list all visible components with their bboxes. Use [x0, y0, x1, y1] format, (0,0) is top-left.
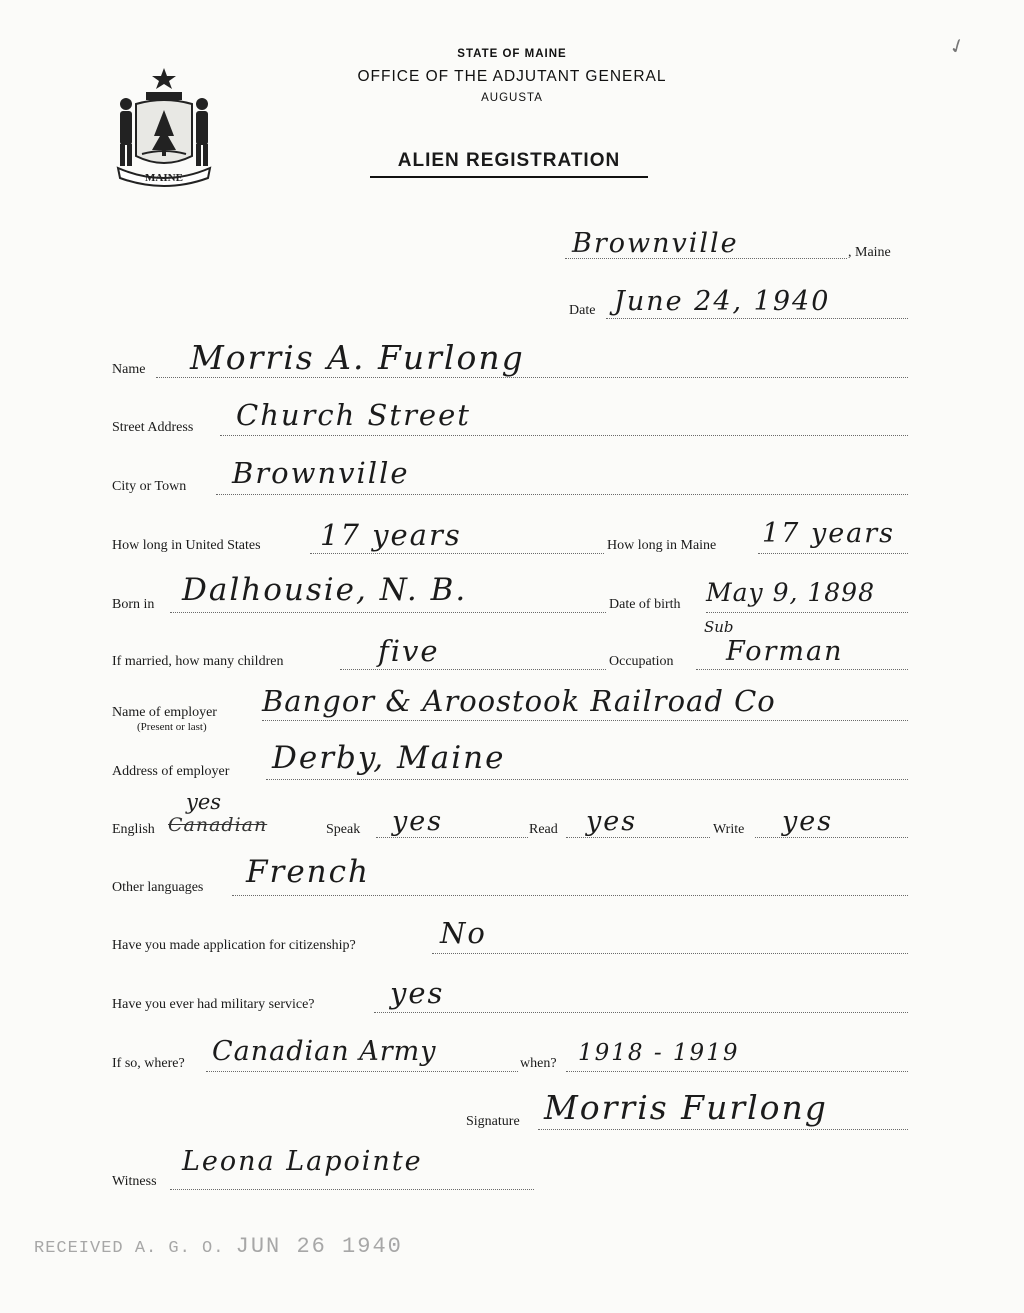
date-of-birth-label: Date of birth — [609, 597, 681, 612]
date-of-birth-value: May 9, 1898 — [706, 578, 875, 607]
name-label: Name — [112, 362, 146, 377]
military-line — [374, 1012, 908, 1013]
office-heading: OFFICE OF THE ADJUTANT GENERAL — [357, 68, 667, 85]
when-line — [566, 1071, 908, 1072]
signature-line — [538, 1129, 908, 1130]
street-address-value: Church Street — [236, 398, 471, 432]
speak-label: Speak — [326, 822, 361, 837]
other-languages-label: Other languages — [112, 880, 204, 895]
city-value: Brownville — [232, 456, 410, 490]
received-stamp-date: JUN 26 1940 — [235, 1234, 403, 1259]
read-value: yes — [586, 806, 638, 837]
employer-address-value: Derby, Maine — [272, 740, 506, 776]
name-value: Morris A. Furlong — [190, 338, 525, 377]
occupation-label: Occupation — [609, 654, 674, 669]
street-address-label: Street Address — [112, 420, 194, 435]
speak-line — [376, 837, 528, 838]
how-long-maine-label: How long in Maine — [607, 538, 717, 553]
english-yes-value: yes — [186, 790, 222, 814]
military-label: Have you ever had military service? — [112, 997, 315, 1012]
witness-label: Witness — [112, 1174, 157, 1189]
children-line — [340, 669, 606, 670]
state-heading: STATE OF MAINE — [457, 48, 567, 60]
speak-value: yes — [392, 806, 444, 837]
town-value: Brownville — [572, 228, 739, 259]
citizenship-value: No — [440, 916, 487, 950]
check-mark-icon: ✓ — [946, 33, 970, 61]
occupation-line — [696, 669, 908, 670]
read-line — [566, 837, 710, 838]
citizenship-line — [432, 953, 908, 954]
military-value: yes — [390, 976, 445, 1010]
born-in-line — [170, 612, 606, 613]
received-stamp-prefix: RECEIVED A. G. O. — [34, 1239, 225, 1258]
employer-note: (Present or last) — [137, 721, 207, 733]
signature-value: Morris Furlong — [544, 1088, 828, 1127]
occupation-note: Sub — [704, 618, 734, 636]
occupation-value: Forman — [726, 636, 844, 667]
form-header — [0, 48, 1024, 104]
children-value: five — [378, 634, 440, 668]
employer-label: Name of employer — [112, 705, 217, 720]
when-value: 1918 - 1919 — [578, 1040, 740, 1066]
how-long-maine-value: 17 years — [762, 518, 896, 549]
write-value: yes — [782, 806, 834, 837]
read-label: Read — [529, 822, 558, 837]
english-struck-value: Canadian — [168, 814, 268, 836]
witness-value: Leona Lapointe — [182, 1146, 423, 1177]
signature-label: Signature — [466, 1114, 520, 1129]
city-heading: AUGUSTA — [481, 92, 543, 104]
when-label: when? — [520, 1056, 557, 1071]
how-long-us-label: How long in United States — [112, 538, 261, 553]
write-label: Write — [713, 822, 745, 837]
english-label: English — [112, 822, 155, 837]
svg-text:MAINE: MAINE — [145, 172, 183, 184]
children-label: If married, how many children — [112, 654, 284, 669]
employer-address-label: Address of employer — [112, 764, 230, 779]
employer-address-line — [266, 779, 908, 780]
how-long-us-value: 17 years — [320, 518, 462, 552]
employer-line — [262, 720, 908, 721]
date-line — [606, 318, 908, 319]
street-address-line — [220, 435, 908, 436]
born-in-value: Dalhousie, N. B. — [182, 572, 468, 608]
where-label: If so, where? — [112, 1056, 185, 1071]
received-stamp — [34, 1234, 403, 1259]
date-of-birth-line — [706, 612, 908, 613]
how-long-maine-line — [758, 553, 908, 554]
city-label: City or Town — [112, 479, 187, 494]
how-long-us-line — [310, 553, 604, 554]
where-value: Canadian Army — [212, 1036, 437, 1067]
form-title: ALIEN REGISTRATION — [370, 150, 648, 178]
citizenship-label: Have you made application for citizenship? — [112, 938, 356, 953]
other-languages-value: French — [246, 854, 370, 890]
city-line — [216, 494, 908, 495]
date-value: June 24, 1940 — [614, 286, 831, 317]
write-line — [755, 837, 908, 838]
name-line — [156, 377, 908, 378]
where-line — [206, 1071, 518, 1072]
other-languages-line — [232, 895, 908, 896]
maine-label: , Maine — [848, 245, 891, 260]
date-label: Date — [569, 303, 596, 318]
employer-value: Bangor & Aroostook Railroad Co — [262, 684, 776, 718]
witness-line — [170, 1189, 534, 1190]
born-in-label: Born in — [112, 597, 155, 612]
